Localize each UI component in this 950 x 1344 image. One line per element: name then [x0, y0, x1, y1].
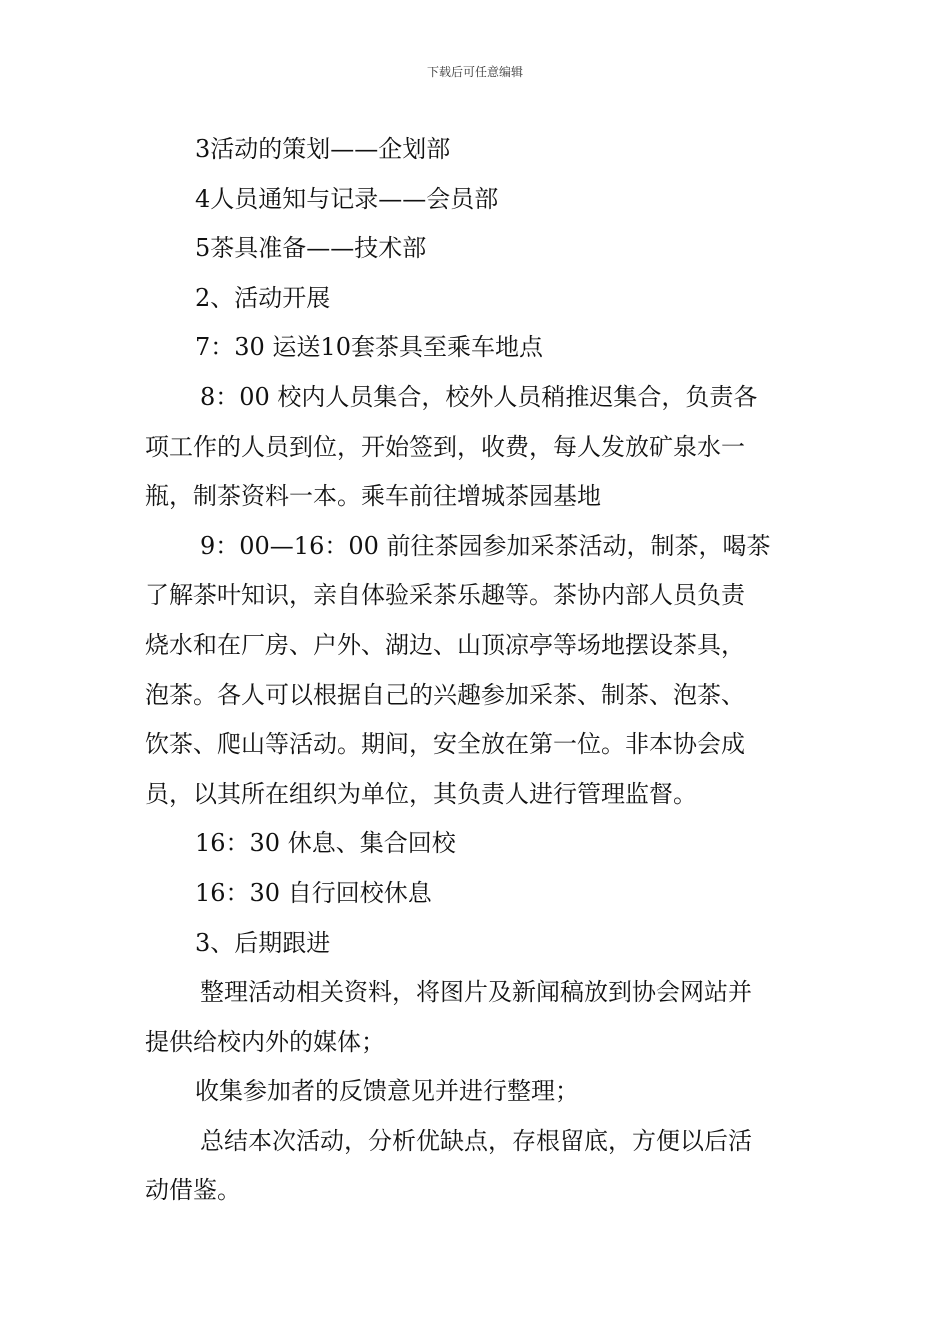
text-line: 动借鉴。	[145, 1176, 241, 1205]
text-line: 16：30 休息、集合回校	[195, 829, 456, 858]
text-line: 收集参加者的反馈意见并进行整理；	[195, 1077, 579, 1106]
document-body	[145, 125, 807, 1216]
text-line: 4人员通知与记录——会员部	[195, 184, 499, 213]
text-line: 整理活动相关资料，将图片及新闻稿放到协会网站并	[200, 978, 752, 1007]
text-line: 瓶，制茶资料一本。乘车前往增城茶园基地	[145, 482, 601, 511]
text-line: 提供给校内外的媒体；	[145, 1027, 385, 1056]
text-line: 员，以其所在组织为单位，其负责人进行管理监督。	[145, 779, 697, 808]
text-line: 泡茶。各人可以根据自己的兴趣参加采茶、制茶、泡茶、	[145, 680, 745, 709]
text-line: 总结本次活动，分析优缺点，存根留底，方便以后活	[200, 1126, 752, 1155]
text-line: 项工作的人员到位，开始签到，收费，每人发放矿泉水一	[145, 432, 745, 461]
text-line: 了解茶叶知识，亲自体验采茶乐趣等。茶协内部人员负责	[145, 581, 745, 610]
section-heading: 2、活动开展	[195, 283, 331, 312]
text-line: 16：30 自行回校休息	[195, 878, 432, 907]
text-line: 饮茶、爬山等活动。期间，安全放在第一位。非本协会成	[145, 730, 745, 759]
text-line: 9：00—16：00 前往茶园参加采茶活动，制茶，喝茶	[200, 531, 771, 560]
section-heading: 3、后期跟进	[195, 928, 331, 957]
text-line: 5茶具准备——技术部	[195, 234, 427, 263]
text-line: 3活动的策划——企划部	[195, 135, 451, 163]
text-line: 8：00 校内人员集合，校外人员稍推迟集合，负责各	[200, 382, 758, 411]
text-line: 烧水和在厂房、户外、湖边、山顶凉亭等场地摆设茶具，	[145, 630, 745, 659]
text-line: 7：30 运送10套茶具至乘车地点	[195, 333, 543, 362]
page-header-note: 下载后可任意编辑	[426, 65, 523, 79]
